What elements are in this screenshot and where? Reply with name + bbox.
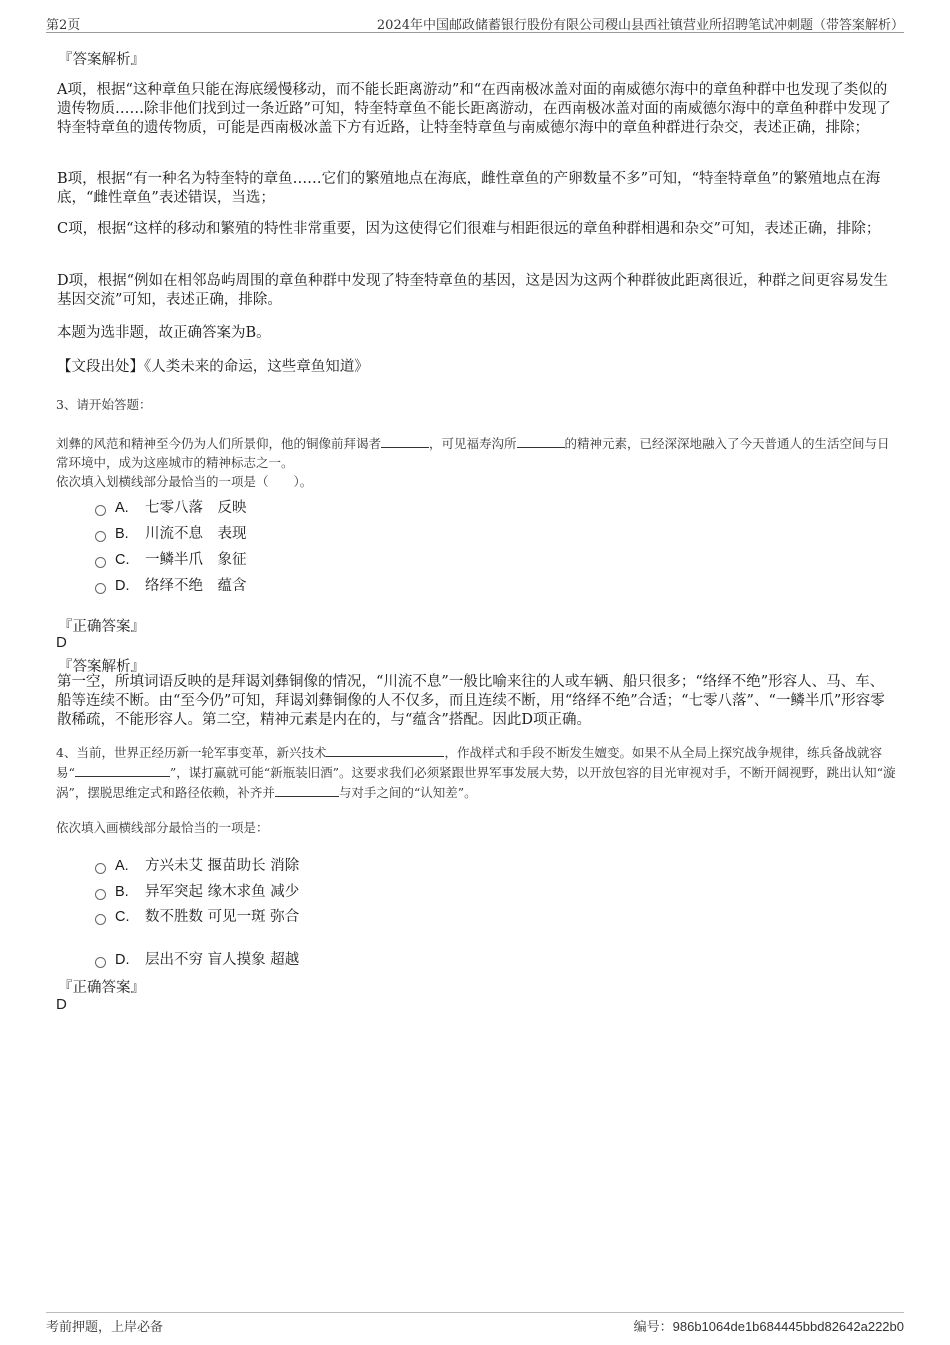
radio-icon[interactable] — [95, 557, 106, 568]
radio-icon[interactable] — [95, 531, 106, 542]
analysis-conclusion: 本题为选非题，故正确答案为B。 — [57, 325, 271, 341]
radio-icon[interactable] — [95, 863, 106, 874]
question-3-analysis: 第一空，所填词语反映的是拜谒刘彝铜像的情况，“川流不息”一般比喻来往的人或车辆、船只很多；“络绎不绝”形容人、马、车、船等连续不断。由“至今仍”可知，拜谒刘彝铜像的人不仅多，而且连续不断，用“络绎不绝”合适；“七零八落”、“一鳞半爪”形容零散稀疏，不能形容人。第二空，精神元素是内在的，与“蕴含”搭配。因此D项正确。 — [57, 674, 885, 728]
footer-slogan: 考前押题，上岸必备 — [46, 1320, 164, 1335]
blank-3 — [275, 783, 339, 797]
correct-answer: D — [56, 634, 67, 651]
option-a[interactable]: A. 方兴未艾 揠苗助长 消除 — [95, 854, 299, 874]
analysis-option-d: D项，根据“例如在相邻岛屿周围的章鱼种群中发现了特奎特章鱼的基因，这是因为这两个种群彼此距离很近，种群之间更容易发生基因交流”可知，表述正确，排除。 — [57, 273, 889, 308]
question-4-prompt: 依次填入画横线部分最恰当的一项是： — [56, 820, 269, 835]
question-3-number: 3、请开始答题： — [56, 397, 152, 412]
blank-1 — [326, 743, 444, 757]
blank-2 — [517, 434, 565, 448]
radio-icon[interactable] — [95, 889, 106, 900]
source-citation: 【文段出处】《人类未来的命运，这些章鱼知道》 — [57, 359, 369, 375]
option-d[interactable]: D. 层出不穷 盲人摸象 超越 — [95, 948, 299, 968]
option-d[interactable]: D. 络绎不绝 蕴含 — [95, 574, 247, 594]
page-number: 第2页 — [46, 18, 81, 33]
correct-answer-tag: 『正确答案』 — [58, 619, 145, 635]
analysis-tag: 『答案解析』 — [58, 659, 145, 675]
analysis-option-b: B项，根据“有一种名为特奎特的章鱼……它们的繁殖地点在海底，雌性章鱼的产卵数量不多”可知，“特奎特章鱼”的繁殖地点在海底，“雌性章鱼”表述错误，当选； — [57, 171, 881, 206]
analysis-tag: 『答案解析』 — [58, 52, 145, 68]
analysis-option-a: A项，根据“这种章鱼只能在海底缓慢移动，而不能长距离游动”和“在西南极冰盖对面的南威德尔海中的章鱼种群中也发现了类似的遗传物质……除非他们找到过一条近路”可知，特奎特章鱼不能长距离游动，在西南极冰盖对面的南威德尔海中的章鱼种群中发现了特奎特章鱼的遗传物质，可能是西南极冰盖下方有近路，让特奎特章鱼与南威德尔海中的章鱼种群进行杂交，表述正确，排除； — [57, 82, 891, 136]
blank-2 — [75, 763, 170, 777]
option-c[interactable]: C. 数不胜数 可见一斑 弥合 — [95, 905, 299, 925]
document-title: 2024年中国邮政储蓄银行股份有限公司稷山县西社镇营业所招聘笔试冲刺题（带答案解析） — [376, 18, 904, 33]
option-a[interactable]: A. 七零八落 反映 — [95, 496, 247, 516]
radio-icon[interactable] — [95, 583, 106, 594]
page-footer — [46, 1312, 904, 1337]
analysis-option-c: C项，根据“这样的移动和繁殖的特性非常重要，因为这使得它们很难与相距很远的章鱼种群相遇和杂交”可知，表述正确，排除； — [57, 221, 881, 237]
question-3-prompt: 依次填入划横线部分最恰当的一项是（ ）。 — [56, 474, 313, 489]
page-header — [46, 14, 904, 33]
question-4-stem: 4、当前，世界正经历新一轮军事变革，新兴技术 ，作战样式和手段不断发生嬗变。如果不从全局上探究战争规律，练兵备战就容易“ ”，谋打赢就可能“新瓶装旧酒”。这要求我们必须紧跟世界军事发展大势，以开放包容的目光审视对手，不断开阔视野，跳出认知“漩涡”，摆脱思维定式和路径依赖，补齐并 与对手之间的“认知差”。 — [56, 745, 896, 800]
option-c[interactable]: C. 一鳞半爪 象征 — [95, 548, 247, 568]
correct-answer: D — [56, 996, 67, 1013]
option-b[interactable]: B. 异军突起 缘木求鱼 减少 — [95, 880, 299, 900]
radio-icon[interactable] — [95, 957, 106, 968]
document-code: 编号：986b1064de1b684445bbd82642a222b0 — [633, 1319, 904, 1335]
radio-icon[interactable] — [95, 505, 106, 516]
radio-icon[interactable] — [95, 914, 106, 925]
question-3-stem: 刘彝的风范和精神至今仍为人们所景仰，他的铜像前拜谒者 ，可见福寿沟所 的精神元素，已经深深地融入了今天普通人的生活空间与日常环境中，成为这座城市的精神标志之一。 — [56, 436, 890, 470]
option-b[interactable]: B. 川流不息 表现 — [95, 522, 247, 542]
blank-1 — [381, 434, 429, 448]
correct-answer-tag: 『正确答案』 — [58, 980, 145, 996]
